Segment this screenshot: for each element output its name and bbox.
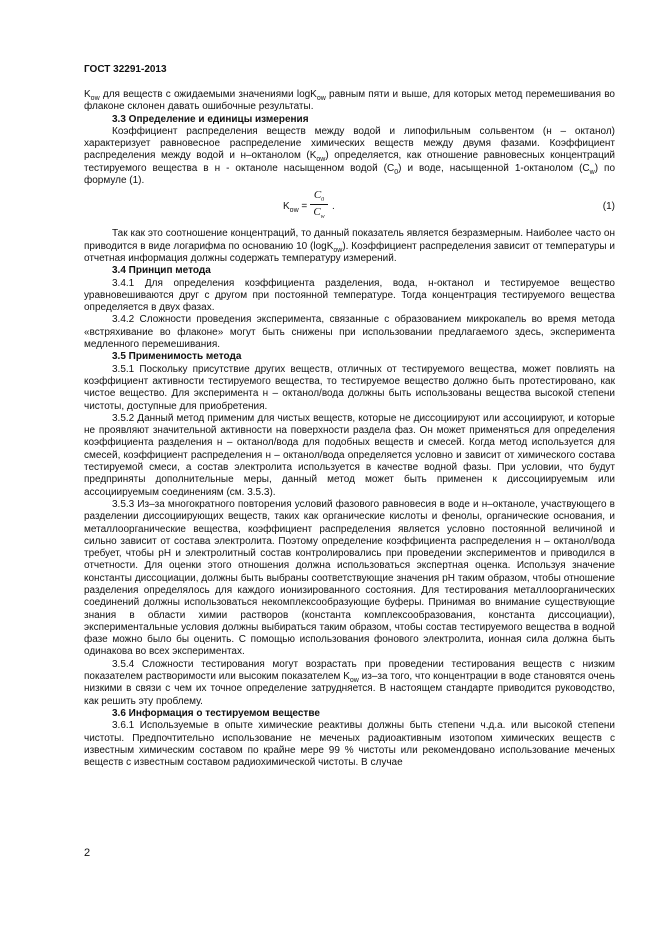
formula-dot: . (332, 201, 335, 213)
document-body (84, 89, 615, 769)
paragraph-3-4-2: 3.4.2 Сложности проведения эксперимента, связанные с образованием микрокапель во время метода «встряхивание во флаконе» могут быть снижены при использовании предлагаемого здесь, эксперимента медленного перемешивания. (84, 314, 615, 351)
formula-number: (1) (602, 201, 615, 213)
formula-numerator: $C_0$ (310, 188, 328, 205)
section-heading-3-4: 3.4 Принцип метода (112, 265, 211, 277)
document-header: ГОСТ 32291-2013 (84, 64, 167, 75)
paragraph-3-6-1: 3.6.1 Используемые в опыте химические реактивы должны быть степени ч.д.а. или высокой степени чистоты. Предпочтительно использование не меченых радиоактивным изотопом химических веществ с известным химическим составом по крайне мере 99 % чистоты или рекомендовано использование меченых веществ с известным составом радиохимической чистоты. В случае (84, 720, 615, 769)
paragraph-3-3-cont: Так как это соотношение концентраций, то данный показатель является безразмерным. Наиболее часто он приводится в виде логарифма по основанию 10 (logK$_{ow}$). Коэффициент распределения зависит от температуры и отчетная информация должны содержать температуру измерений. (84, 228, 616, 264)
paragraph-intro: $K_{ow}$ для веществ с ожидаемыми значениями logK$_{ow}$ равным пяти и выше, для которых метод перемешивания во флаконе склонен давать ошибочные результаты. (84, 89, 615, 113)
paragraph-3-5-4: 3.5.4 Сложности тестирования могут возрастать при проведении тестирования веществ с низким показателем растворимости или высоким показателем $K_{ow}$ из–за того, что концентрации в воде становятся очень низкими в связи с чем их точное определение затрудняется. В настоящем стандарте приводится руководство, как решить эту проблему. (84, 658, 615, 707)
section-heading-3-6: 3.6 Информация о тестируемом веществе (112, 707, 320, 719)
paragraph-3-5-3: 3.5.3 Из–за многократного повторения условий фазового равновесия в воде и н–октаноле, участвующего в разделении диссоциирующих веществ, таких как органические кислоты и фенолы, органические основания, и металлоорганические вещества, коэффициент распределения является условно постоянной величиной и сильно зависит от состава электролита. Поэтому определение коэффициента распределения н – октанол/вода требует, чтобы pH и электролитный состав контролировались при проведении экспериментов и приводился в отчетности. Для оценки этого отношения должна использоваться экспертная оценка. Используя значение константы диссоциации, должны быть выбраны соответствующие значения pH таким образом, чтобы отношение разделения определялось для каждого ионизированного состояния. Для тестирования металлоорганических соединений должны использоваться некомплексообразующие буферы. Принимая во внимание существующие знания в области химии растворов (константа комплексообразования, константа диссоциации), экспериментальные условия должны выбираться таким образом, чтобы состав тестируемого вещества в водной фазе можно было бы оценить. С помощью использования фонового электролита, ионная сила должна быть одинакова во всех экспериментах. (84, 498, 615, 658)
section-heading-3-5: 3.5 Применимость метода (112, 351, 242, 363)
formula-fraction (310, 188, 328, 220)
paragraph-3-5-2: 3.5.2 Данный метод применим для чистых веществ, которые не диссоциируют или ассоциируют, и которые не проявляют значительной активности на поверхности раздела фаз. Он может применяться для определения коэффициента разделения н – октанол/вода для подобных веществ и смесей. Когда метод используется для смесей, коэффициент распределения н – октанол/вода определяется условно и зависит от химического состава тестируемой смеси, а состав электролита используется в качестве водной фазы. При условии, что будут предприняты дополнительные меры, данный метод может быть применен к диссоциируемым или ассоциируемым соединениям (см. 3.5.3). (84, 412, 615, 498)
page-number: 2 (84, 847, 91, 859)
paragraph-3-3: Коэффициент распределения веществ между водой и липофильным сольвентом (н – октанол) характеризует равновесное распределение химических веществ между двумя фазами. Коэффициент распределения между водой и н–октанолом $(K_{ow})$ определяется, как отношение равновесных концентраций тестируемого вещества в н - октаноле насыщенном водой $(C_0)$ и воде, насыщенной 1-октанолом $(C_w)$ по формуле (1). (84, 125, 616, 187)
paragraph-3-5-1: 3.5.1 Поскольку присутствие других веществ, отличных от тестируемого вещества, может повлиять на коэффициент активности тестируемого вещества, то тестируемое вещество должно быть протестировано, как чистое вещество. Для эксперимента н – октанол/вода должны быть использованы вещества высокой степени чистоты, доступные для приобретения. (84, 363, 615, 412)
formula-lhs: $K_{ow}$ = (283, 201, 308, 215)
formula-denominator: $C_w$ (313, 206, 325, 221)
section-heading-3-3: 3.3 Определение и единицы измерения (112, 113, 309, 125)
paragraph-3-4-1: 3.4.1 Для определения коэффициента разделения, вода, н-октанол и тестируемое вещество уравновешиваются друг с другом при постоянной температуре. Тогда концентрация тестируемого вещества определяется в двух фазах. (84, 277, 615, 314)
formula-1 (84, 188, 615, 228)
